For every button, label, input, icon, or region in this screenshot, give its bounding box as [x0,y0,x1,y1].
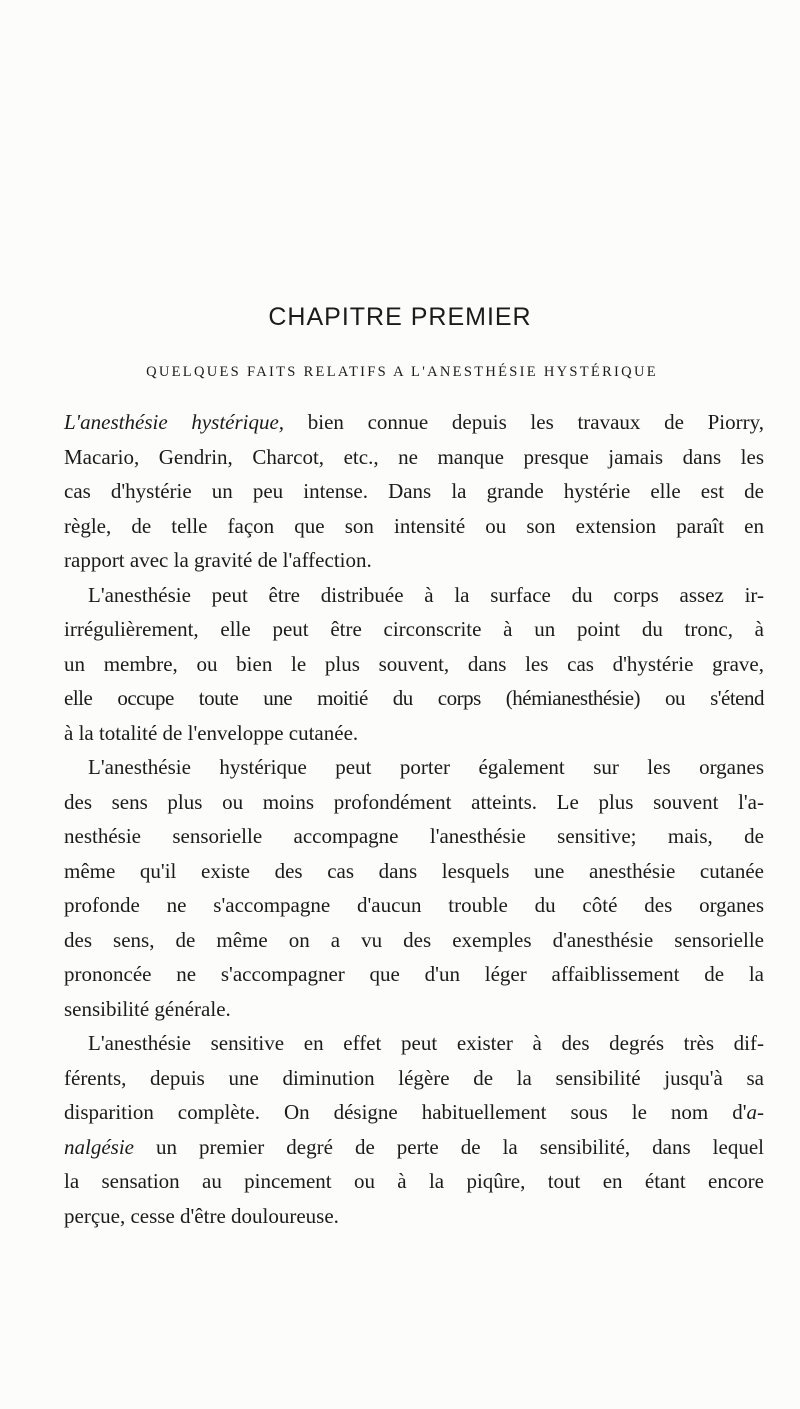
chapter-subtitle: QUELQUES FAITS RELATIFS A L'ANESTHÉSIE HYSTÉRIQUE [146,364,658,380]
text-line-7: irrégulièrement, elle peut être circonscrite à un point du tronc, à [64,617,764,641]
text-line-10: à la totalité de l'enveloppe cutanée. [64,720,359,745]
text-line-5: rapport avec la gravité de l'affection. [64,548,372,572]
text-line-12: des sens plus ou moins profondément atteints. Le plus souvent l'a- [64,789,764,814]
text-line-1: L'anesthésie hystérique, bien connue depuis les travaux de Piorry, [64,410,764,434]
text-line-2: Macario, Gendrin, Charcot, etc., ne manque presque jamais dans les [64,444,764,469]
text-line-13: nesthésie sensorielle accompagne l'anesthésie sensitive; mais, de [64,824,764,848]
body-text [64,405,764,1233]
text-line-3: cas d'hystérie un peu intense. Dans la grande hystérie elle est de [64,479,764,503]
text-line-19: L'anesthésie sensitive en effet peut exister à des degrés très dif- [88,1031,764,1055]
text-line-21: disparition complète. On désigne habituellement sous le nom d'a- [64,1100,764,1124]
text-line-15: profonde ne s'accompagne d'aucun trouble du côté des organes [64,893,764,917]
text-line-22: nalgésie un premier degré de perte de la sensibilité, dans lequel [64,1134,764,1159]
italic-term-analgesie-start: a- [746,1100,764,1124]
text-line-18: sensibilité générale. [64,996,231,1021]
text-line-24: perçue, cesse d'être douloureuse. [64,1203,339,1228]
text-line-17: prononcée ne s'accompagner que d'un léger affaiblissement de la [64,962,764,986]
italic-term-anesthesie-hysterique: L'anesthésie hystérique, [64,410,285,434]
text-line-16: des sens, de même on a vu des exemples d'anesthésie sensorielle [64,927,764,952]
text-line-8: un membre, ou bien le plus souvent, dans les cas d'hystérie grave, [64,651,764,676]
text-line-23: la sensation au pincement ou à la piqûre, tout en étant encore [64,1169,764,1193]
text-line-11: L'anesthésie hystérique peut porter également sur les organes [88,755,764,779]
chapter-title: CHAPITRE PREMIER [268,303,532,331]
text-line-4: règle, de telle façon que son intensité ou son extension paraît en [64,513,764,538]
italic-term-analgesie-end: nalgésie [64,1134,134,1159]
text-line-20: férents, depuis une diminution légère de la sensibilité jusqu'à sa [64,1065,764,1090]
text-line-6: L'anesthésie peut être distribuée à la surface du corps assez ir- [88,582,764,607]
text-line-9: elle occupe toute une moitié du corps (hémianesthésie) ou s'étend [64,686,764,710]
text-line-14: même qu'il existe des cas dans lesquels une anesthésie cutanée [64,858,764,883]
